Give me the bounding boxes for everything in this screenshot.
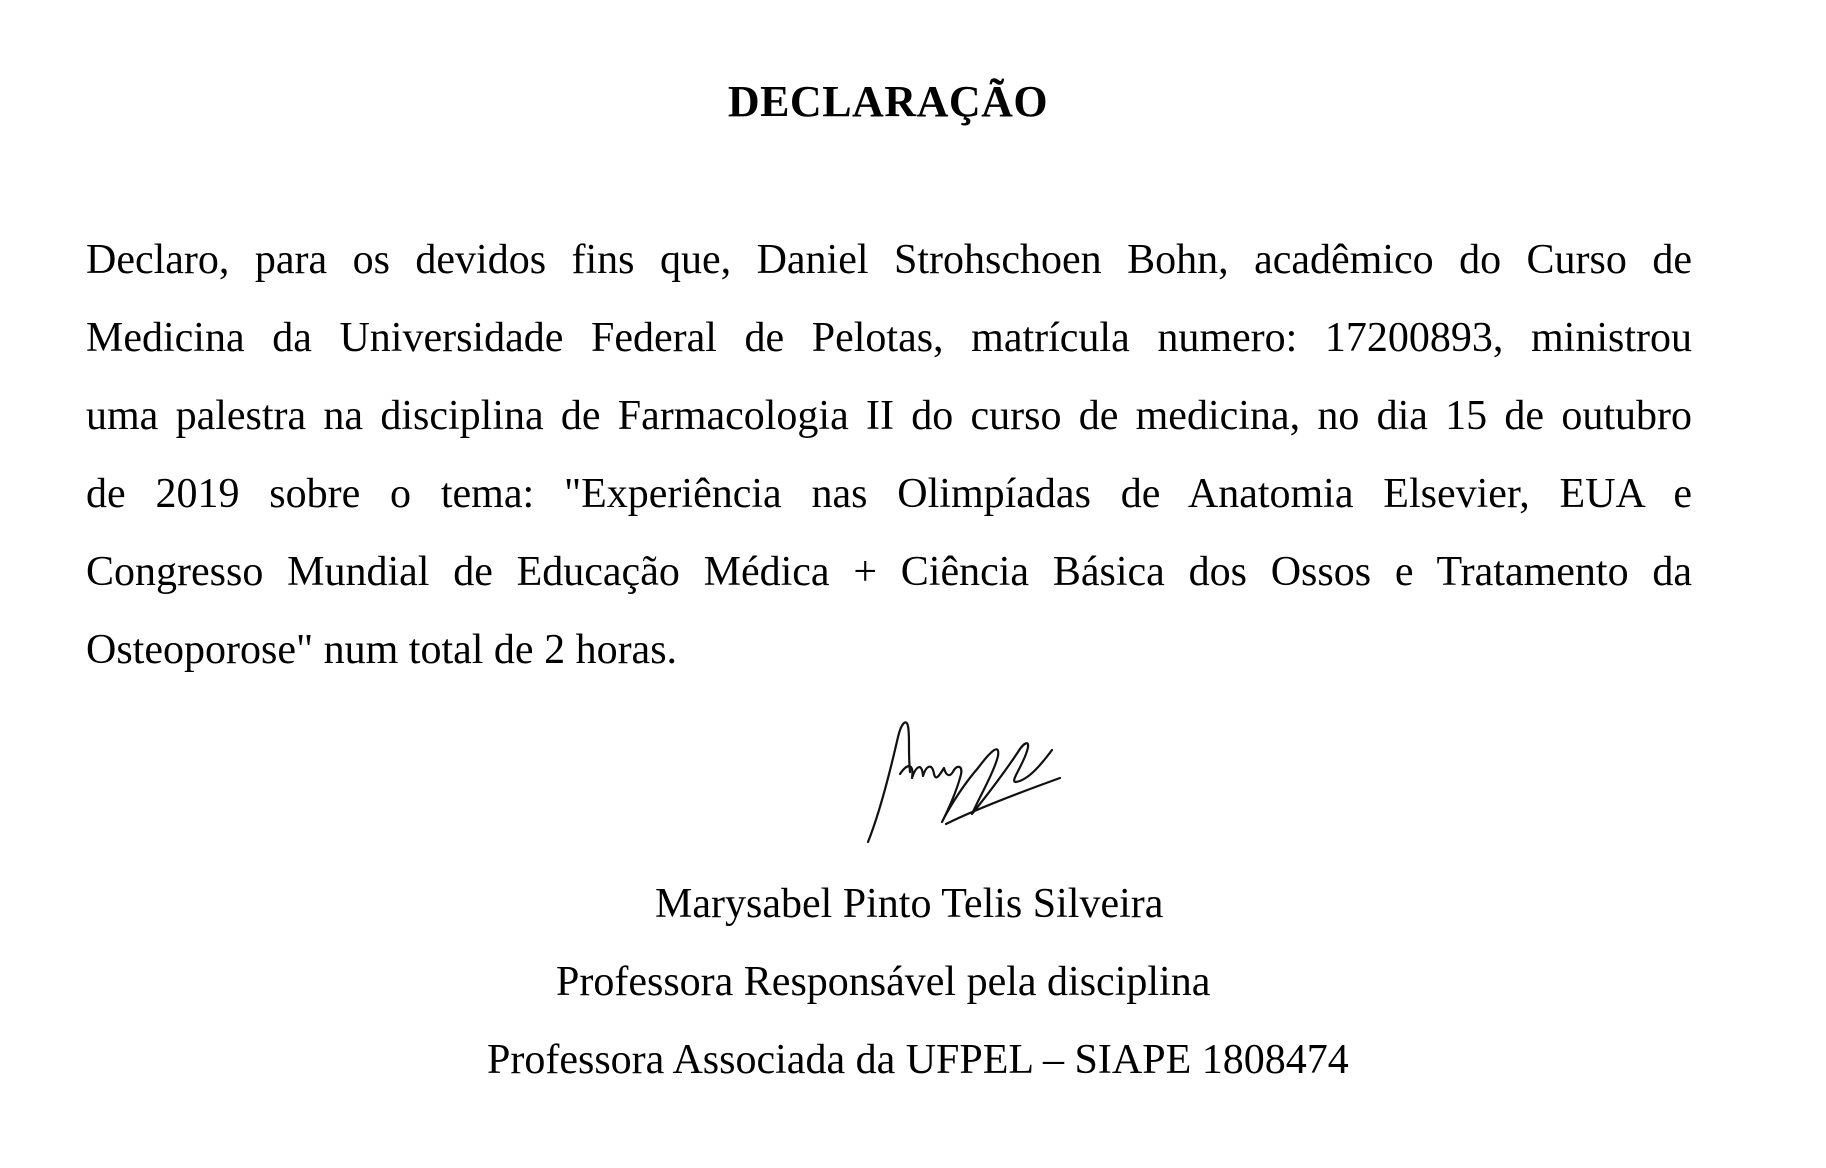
body-line-3: uma palestra na disciplina de Farmacologia II do curso de medicina, no dia 15 de outubro	[86, 393, 1692, 439]
document-title: DECLARAÇÃO	[727, 77, 1049, 126]
body-line-6: Osteoporose" num total de 2 horas.	[86, 627, 678, 673]
signatory-name: Marysabel Pinto Telis Silveira	[655, 881, 1164, 927]
body-line-2: Medicina da Universidade Federal de Pelotas, matrícula numero: 17200893, ministrou	[86, 315, 1692, 361]
signatory-role: Professora Responsável pela disciplina	[556, 959, 1211, 1005]
body-line-4: de 2019 sobre o tema: "Experiência nas Olimpíadas de Anatomia Elsevier, EUA e	[86, 471, 1692, 517]
handwritten-signature	[860, 712, 1070, 852]
signatory-affiliation: Professora Associada da UFPEL – SIAPE 1808474	[487, 1037, 1349, 1083]
declaration-body	[86, 232, 1692, 700]
body-line-5: Congresso Mundial de Educação Médica + Ciência Básica dos Ossos e Tratamento da	[86, 549, 1692, 595]
body-line-1: Declaro, para os devidos fins que, Daniel Strohschoen Bohn, acadêmico do Curso de	[86, 237, 1692, 283]
